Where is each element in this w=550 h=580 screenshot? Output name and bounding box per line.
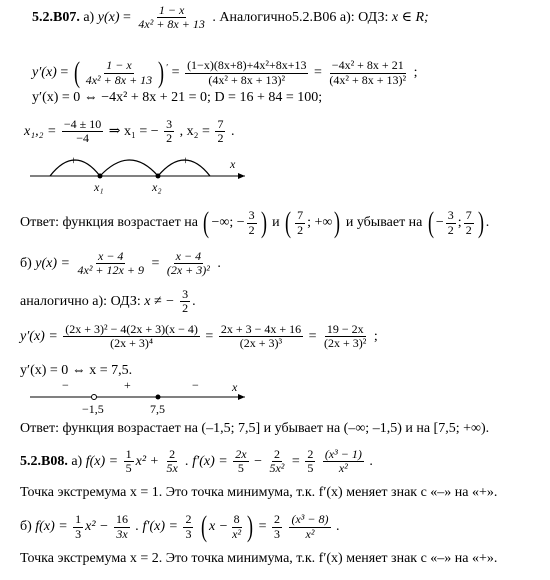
sign-minus: −	[126, 153, 133, 167]
part-b-function: б) y(x) = $\frac{x - 4}{\text{4x² + 12x + 9}}$ = $\frac{x - 4}{\text{(2x + 3)²}}$ .	[20, 249, 221, 278]
extremum-a: Точка экстремума x = 1. Это точка минимума, т.к. f′(x) меняет знак с «–» на «+».	[20, 485, 498, 500]
part-b-zero: y′(x) = 0 ⇔ x = 7,5.	[20, 363, 133, 378]
svg-text:+: +	[124, 378, 131, 392]
part-b-derivative: y′(x) = $\frac{\text{(2x + 3)² − 4(2x + 3)(x − 4)}}{\text{(2x + 3)⁴}}$ = $\frac{2x + 3 - 4x + 16}{\text{(2x + 3)³}}$ = $\frac{19 - 2x}{\text{(2x + 3)²}}$ ;	[20, 322, 378, 351]
problem-507-line: 5.2.В07. а) y(x) = $\frac{1 - x}{\text{4x² + 8x + 13}}$ . Аналогично5.2.В06 а): ОДЗ: x ∈ R;	[32, 3, 429, 32]
problem-number: 5.2.В07.	[32, 9, 80, 25]
sign-plus: +	[70, 153, 77, 167]
svg-text:x: x	[232, 380, 238, 394]
part-b-odz: аналогично а): ОДЗ: x ≠ − $\frac{3}{2}$ .	[20, 287, 196, 316]
svg-text:x₁: x₁	[94, 180, 104, 194]
problem-508-b: б) f(x) = $\frac{1}{3}$ x² − $\frac{16}{3x}$ . f′(x) = $\frac{2}{3}$ ( x − $\frac{8}{\text{x²}}$ ) = $\frac{2}{3}$ $\frac{\text{(x³ − 8)}}{\text{x²}}$ .	[20, 510, 340, 543]
svg-text:7,5: 7,5	[150, 402, 165, 416]
answer-b: Ответ: функция возрастает на (–1,5; 7,5] и убывает на (–∞; –1,5) и на [7,5; +∞).	[20, 421, 490, 436]
sign-plus: +	[182, 153, 189, 167]
svg-text:−1,5: −1,5	[82, 402, 104, 416]
svg-text:−: −	[62, 378, 69, 392]
sign-chart-1	[20, 146, 250, 196]
svg-text:x₂: x₂	[152, 180, 162, 194]
problem-508-line: 5.2.В08. а) f(x) = $\frac{1}{5}$ x² + $\frac{2}{5x}$ . f′(x) = $\frac{2x}{5}$ − $\frac{2}{\text{5x²}}$ = $\frac{2}{5}$ $\frac{\text{(x³ − 1)}}{\text{x²}}$ .	[20, 447, 373, 476]
derivative-line: y′(x) = ( 1 − x 4x² + 8x + 13 ) ′ = $\frac{\text{(1−x)(8x+8)+4x²+8x+13}}{\text{(4x² + 8x + 13)²}}$ = $\frac{\text{−4x² + 8x + 21}}{\text{(4x² + 8x + 13)²}}$ ;	[32, 56, 418, 89]
extremum-b: Точка экстремума x = 2. Это точка минимума, т.к. f′(x) меняет знак с «–» на «+».	[20, 551, 498, 566]
roots-line: x₁,₂ = $\frac{-4 \pm 10}{-4}$ ⇒ x₁ = − $\frac{3}{2}$ , x₂ = $\frac{7}{2}$ .	[24, 117, 235, 146]
zero-condition: y′(x) = 0 ⇔ −4x² + 8x + 21 = 0; D = 16 + 84 = 100;	[32, 90, 323, 105]
fraction: $\frac{1 - x}{\text{4x² + 8x + 13}}$	[138, 3, 205, 32]
sign-chart-2	[20, 377, 250, 417]
svg-text:x: x	[230, 157, 236, 171]
answer-a: Ответ: функция возрастает на ( −∞; − $\frac{3}{2}$ ) и ( 7 2 ; +∞ ) и убывает на ( − $\frac{3}{2}$ ; 7 2 ) .	[20, 206, 490, 239]
svg-text:−: −	[192, 378, 199, 392]
